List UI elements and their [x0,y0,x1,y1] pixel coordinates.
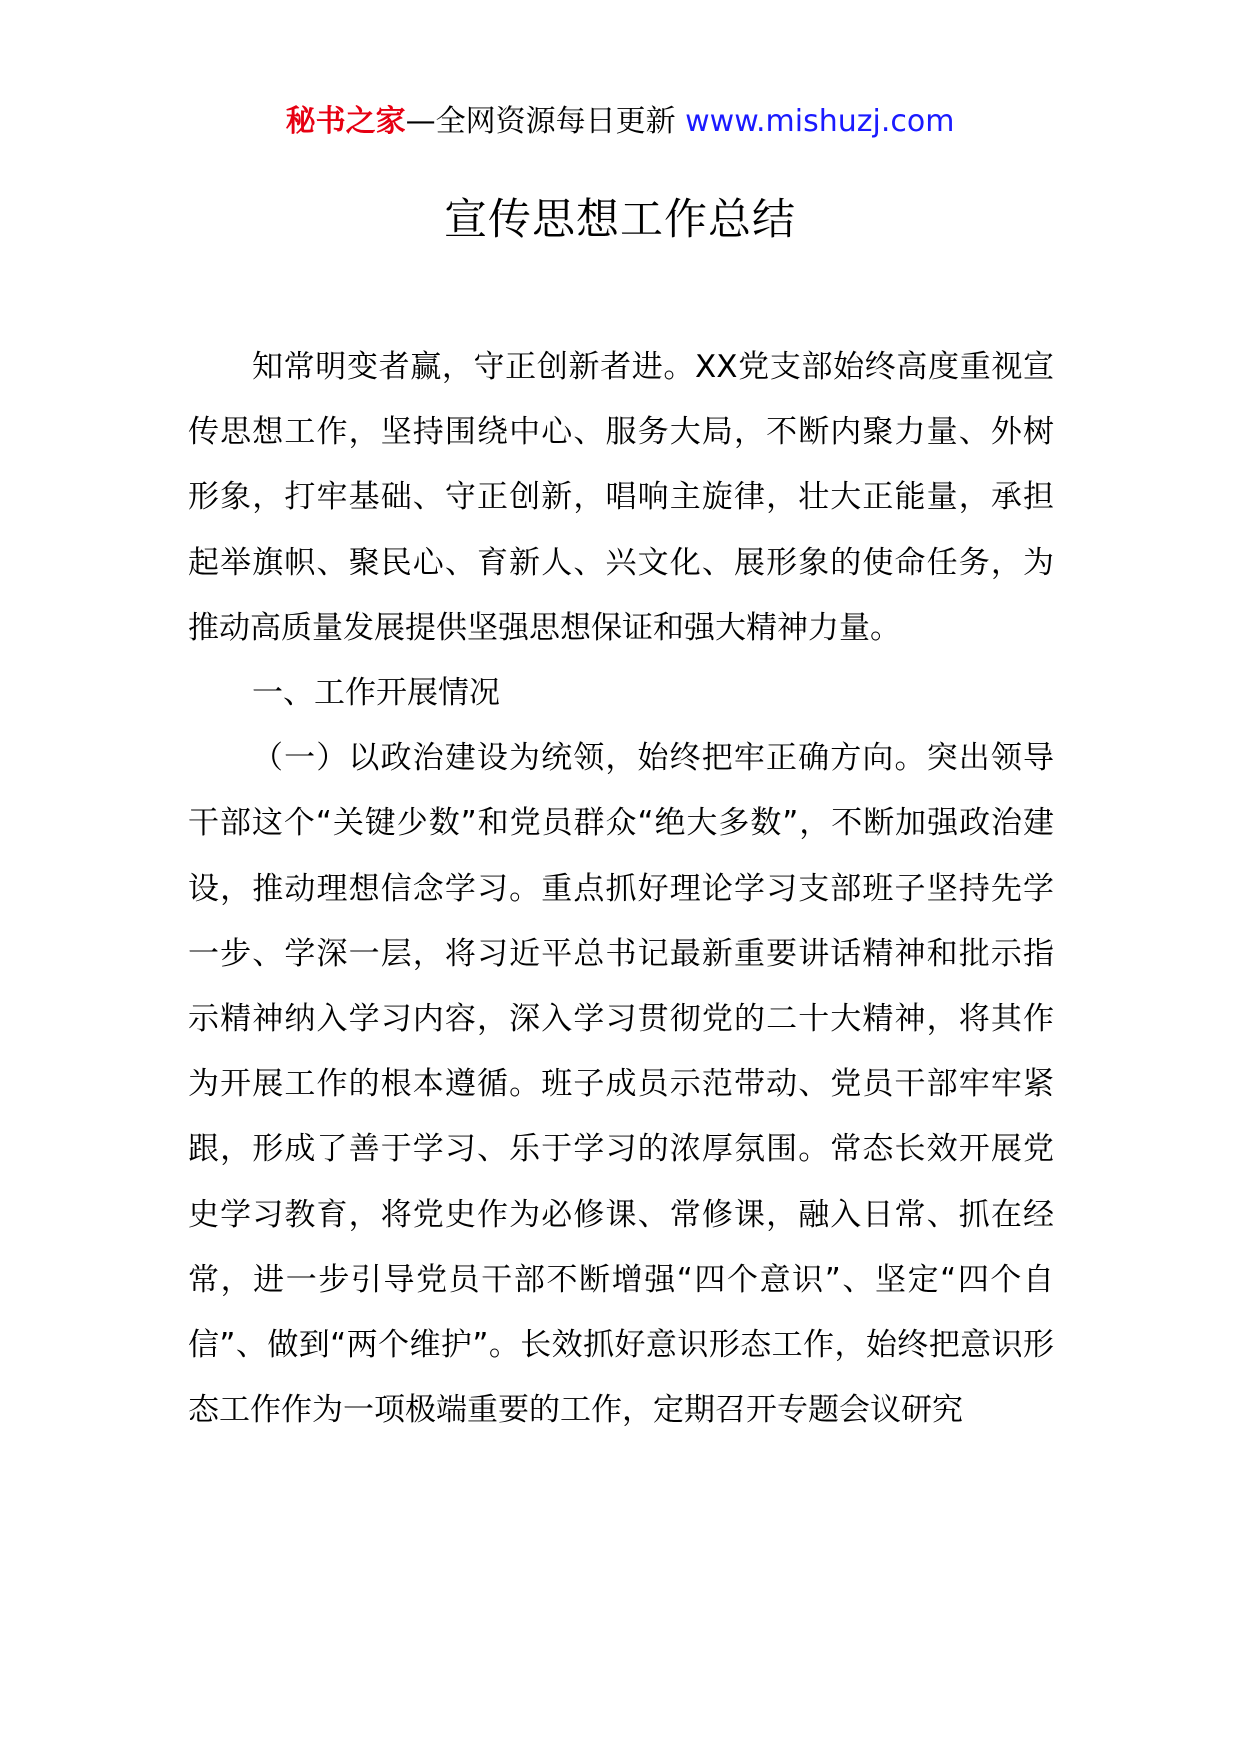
site-tagline: —全网资源每日更新 [405,104,676,139]
site-header [0,100,1240,144]
section-heading: 一、工作开展情况 [252,675,500,712]
site-url-link[interactable]: www.mishuzj.com [685,104,955,139]
intro-paragraph: 知常明变者赢，守正创新者进。XX党支部始终高度重视宣传思想工作，坚持围绕中心、服务大局，不断内聚力量、外树形象，打牢基础、守正创新，唱响主旋律，壮大正能量，承担起举旗帜、聚民心、育新人、兴文化、展形象的使命任务，为推动高质量发展提供坚强思想保证和强大精神力量。 [188,349,1054,646]
site-brand: 秘书之家 [285,104,406,139]
document-title: 宣传思想工作总结 [444,195,796,245]
document-body [188,335,1054,1443]
body-paragraph: （一）以政治建设为统领，始终把牢正确方向。突出领导干部这个“关键少数”和党员群众“绝大多数”，不断加强政治建设，推动理想信念学习。重点抓好理论学习支部班子坚持先学一步、学深一层，将习近平总书记最新重要讲话精神和批示指示精神纳入学习内容，深入学习贯彻党的二十大精神，将其作为开展工作的根本遵循。班子成员示范带动、党员干部牢牢紧跟，形成了善于学习、乐于学习的浓厚氛围。常态长效开展党史学习教育，将党史作为必修课、常修课，融入日常、抓在经常，进一步引导党员干部不断增强“四个意识”、坚定“四个自信”、做到“两个维护”。长效抓好意识形态工作，始终把意识形态工作作为一项极端重要的工作，定期召开专题会议研究 [188,740,1054,1429]
